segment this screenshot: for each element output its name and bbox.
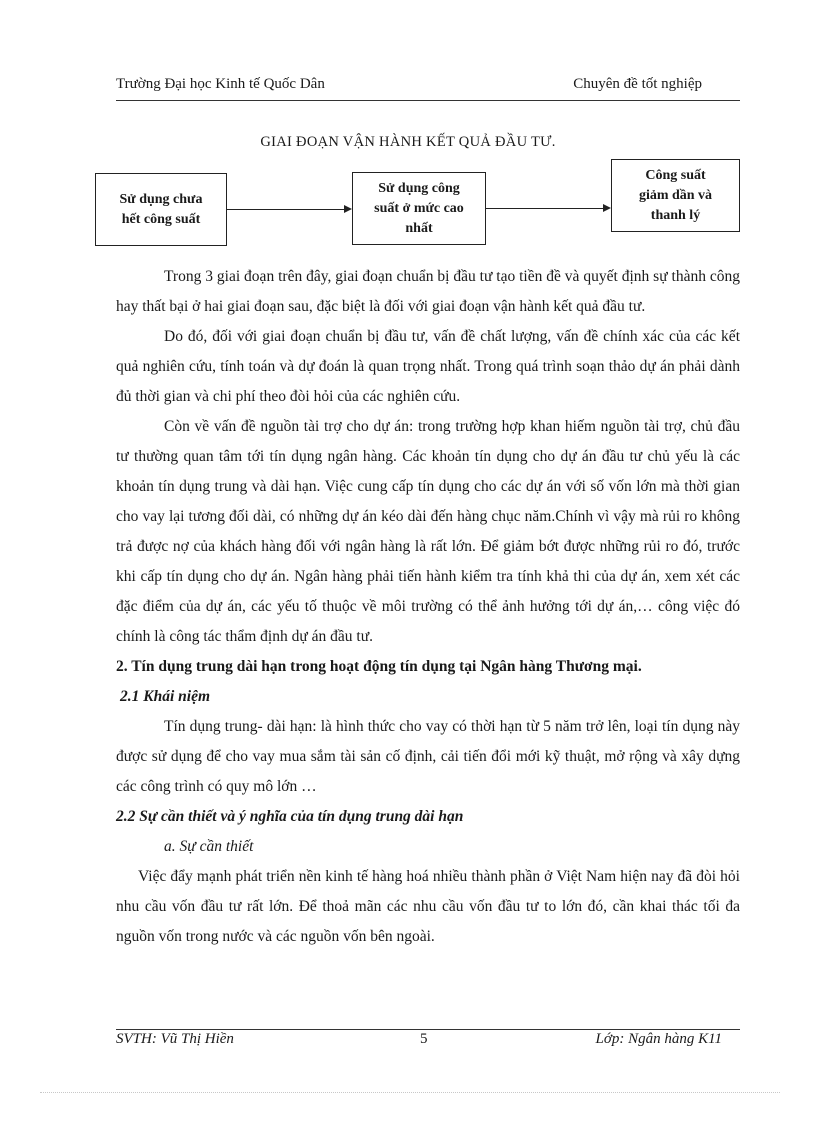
paragraph: Việc đẩy mạnh phát triển nền kinh tế hàng hoá nhiều thành phần ở Việt Nam hiện nay đã đòi hỏi nhu cầu vốn đầu tư rất lớn. Để thoả mãn các nhu cầu vốn đầu tư to lớn đó, cần khai thác tối đa nguồn vốn trong nước và các nguồn vốn bên ngoài. xyxy=(116,868,740,945)
box-line: nhất xyxy=(405,220,433,236)
header-school-name: Trường Đại học Kinh tế Quốc Dân xyxy=(116,76,325,92)
diagram-arrow-2-line xyxy=(486,208,603,209)
diagram-box-underused-capacity xyxy=(95,173,227,246)
box-line: Sử dụng công xyxy=(378,180,460,196)
header-document-type: Chuyên đề tốt nghiệp xyxy=(573,76,702,92)
diagram-box-max-capacity xyxy=(352,172,486,245)
page-bottom-dotted-line xyxy=(40,1092,780,1093)
subsection-heading-a: a. Sự cần thiết xyxy=(164,838,254,855)
header-divider xyxy=(116,100,740,101)
box-line: suất ở mức cao xyxy=(374,200,464,216)
paragraph: Tín dụng trung- dài hạn: là hình thức cho vay có thời hạn từ 5 năm trở lên, loại tín dụng này được sử dụng để cho vay mua sắm tài sản cố định, cải tiến đổi mới kỹ thuật, mở rộng và xây dựng các công trình có quy mô lớn … xyxy=(116,718,740,795)
footer-student-name: SVTH: Vũ Thị Hiền xyxy=(116,1031,234,1047)
arrow-right-icon xyxy=(344,205,352,213)
section-heading-2: 2. Tín dụng trung dài hạn trong hoạt động tín dụng tại Ngân hàng Thương mại. xyxy=(116,658,642,675)
footer-page-number: 5 xyxy=(420,1031,428,1047)
section-heading-2-1: 2.1 Khái niệm xyxy=(120,688,211,705)
paragraph: Do đó, đối với giai đoạn chuẩn bị đầu tư, vấn đề chất lượng, vấn đề chính xác của các kết quả nghiên cứu, tính toán và dự đoán là quan trọng nhất. Trong quá trình soạn thảo dự án phải dành đủ thời gian và chi phí theo đòi hỏi của các nghiên cứu. xyxy=(116,328,740,405)
diagram-box-declining-capacity xyxy=(611,159,740,232)
box-line: hết công suất xyxy=(121,211,201,227)
box-line: thanh lý xyxy=(650,207,701,223)
box-line: Công suất xyxy=(645,167,706,183)
document-body xyxy=(116,262,740,952)
diagram-arrow-1-line xyxy=(227,209,344,210)
box-line: Sử dụng chưa xyxy=(119,191,203,207)
box-line: giảm dần và xyxy=(638,187,713,203)
footer-divider xyxy=(116,1029,740,1030)
arrow-right-icon xyxy=(603,204,611,212)
paragraph: Còn về vấn đề nguồn tài trợ cho dự án: trong trường hợp khan hiếm nguồn tài trợ, chủ đầu tư thường quan tâm tới tín dụng ngân hàng. Các khoản tín dụng cho dự án đầu tư chủ yếu là các khoản tín dụng trung và dài hạn. Việc cung cấp tín dụng cho các dự án với số vốn lớn mà thời gian cho vay lại tương đối dài, có những dự án kéo dài đến hàng chục năm.Chính vì vậy mà rủi ro không trả được nợ của khách hàng đối với ngân hàng là rất lớn. Để giảm bớt được những rủi ro đó, trước khi cấp tín dụng cho dự án. Ngân hàng phải tiến hành kiểm tra tính khả thi của dự án, xem xét các đặc điểm của dự án, các yếu tố thuộc về môi trường có thể ảnh hưởng tới dự án,… công việc đó chính là công tác thẩm định dự án đầu tư. xyxy=(116,418,740,645)
footer-class-name: Lớp: Ngân hàng K11 xyxy=(595,1031,722,1047)
section-heading-2-2: 2.2 Sự cần thiết và ý nghĩa của tín dụng trung dài hạn xyxy=(116,808,464,825)
diagram-title: GIAI ĐOẠN VẬN HÀNH KẾT QUẢ ĐẦU TƯ. xyxy=(260,134,556,150)
paragraph: Trong 3 giai đoạn trên đây, giai đoạn chuẩn bị đầu tư tạo tiền đề và quyết định sự thành công hay thất bại ở hai giai đoạn sau, đặc biệt là đối với giai đoạn vận hành kết quả đầu tư. xyxy=(116,268,740,315)
